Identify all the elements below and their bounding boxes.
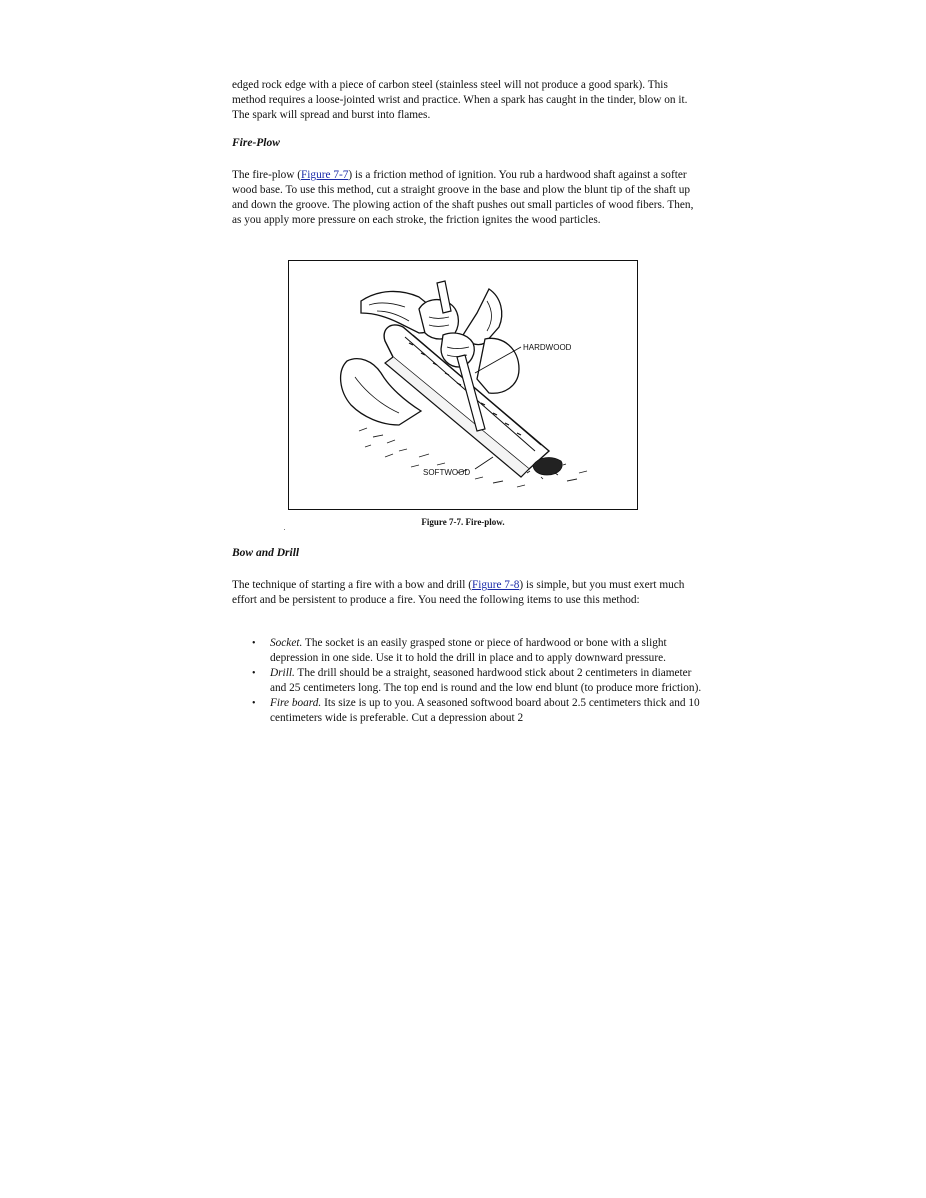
hardwood-label: HARDWOOD [523,343,572,352]
fire-plow-illustration [289,261,639,511]
softwood-label: SOFTWOOD [423,468,471,477]
bow-drill-text-start: The technique of starting a fire with a bow and drill ( [232,579,472,591]
item-term: Drill. [270,667,295,679]
item-text: The drill should be a straight, seasoned hardwood stick about 2 centimeters in diameter and 25 centimeters long. The top end is round and the low end blunt (to produce more friction). [270,667,702,694]
bow-drill-items-list [252,636,702,726]
right-arm-sleeve [463,289,502,345]
bullet-icon: • [252,698,256,709]
scan-speck [284,529,285,530]
fire-plow-text-end: ) is a friction method of ignition. You rub a hardwood shaft against a softer wood base. To use this method, cut a straight groove in the base and plow the blunt tip of the shaft up and down the groove. The plowing action of the shaft pushes out small particles of wood fibers. Then, as you apply more pressure on each stroke, the friction ignites the wood particles. [232,169,694,226]
bullet-icon: • [252,638,256,649]
bullet-icon: • [252,668,256,679]
list-item-drill [252,666,702,696]
lower-hand [441,333,474,367]
fire-plow-paragraph [232,168,702,228]
intro-paragraph: edged rock edge with a piece of carbon steel (stainless steel will not produce a good spark). This method requires a loose-jointed wrist and practice. When a spark has caught in the tinder, blow on it. The spark will spread and burst into flames. [232,79,688,121]
figure-7-7-link[interactable]: Figure 7-7 [301,169,349,181]
fire-plow-heading: Fire-Plow [232,137,280,149]
list-item-socket [252,636,702,666]
figure-caption: Figure 7-7. Fire-plow. [421,517,505,527]
item-term: Fire board. [270,697,322,709]
bow-drill-text-end: ) is simple, but you must exert much effort and be persistent to produce a fire. You need the following items to use this method: [232,579,685,606]
fire-plow-text-start: The fire-plow ( [232,169,302,181]
figure-7-8-link[interactable]: Figure 7-8 [471,579,520,591]
item-text: The socket is an easily grasped stone or piece of hardwood or bone with a slight depression in one side. Use it to hold the drill in place and to apply downward pressure. [270,637,667,664]
fire-plow-figure [288,260,638,510]
item-term: Socket. [270,637,303,649]
right-knee [477,338,519,393]
bow-and-drill-paragraph [232,578,702,608]
item-text: Its size is up to you. A seasoned softwood board about 2.5 centimeters thick and 10 centimeters wide is preferable. Cut a depression about 2 [270,697,700,724]
bow-and-drill-heading: Bow and Drill [232,547,300,559]
list-item-fire-board [252,696,702,726]
